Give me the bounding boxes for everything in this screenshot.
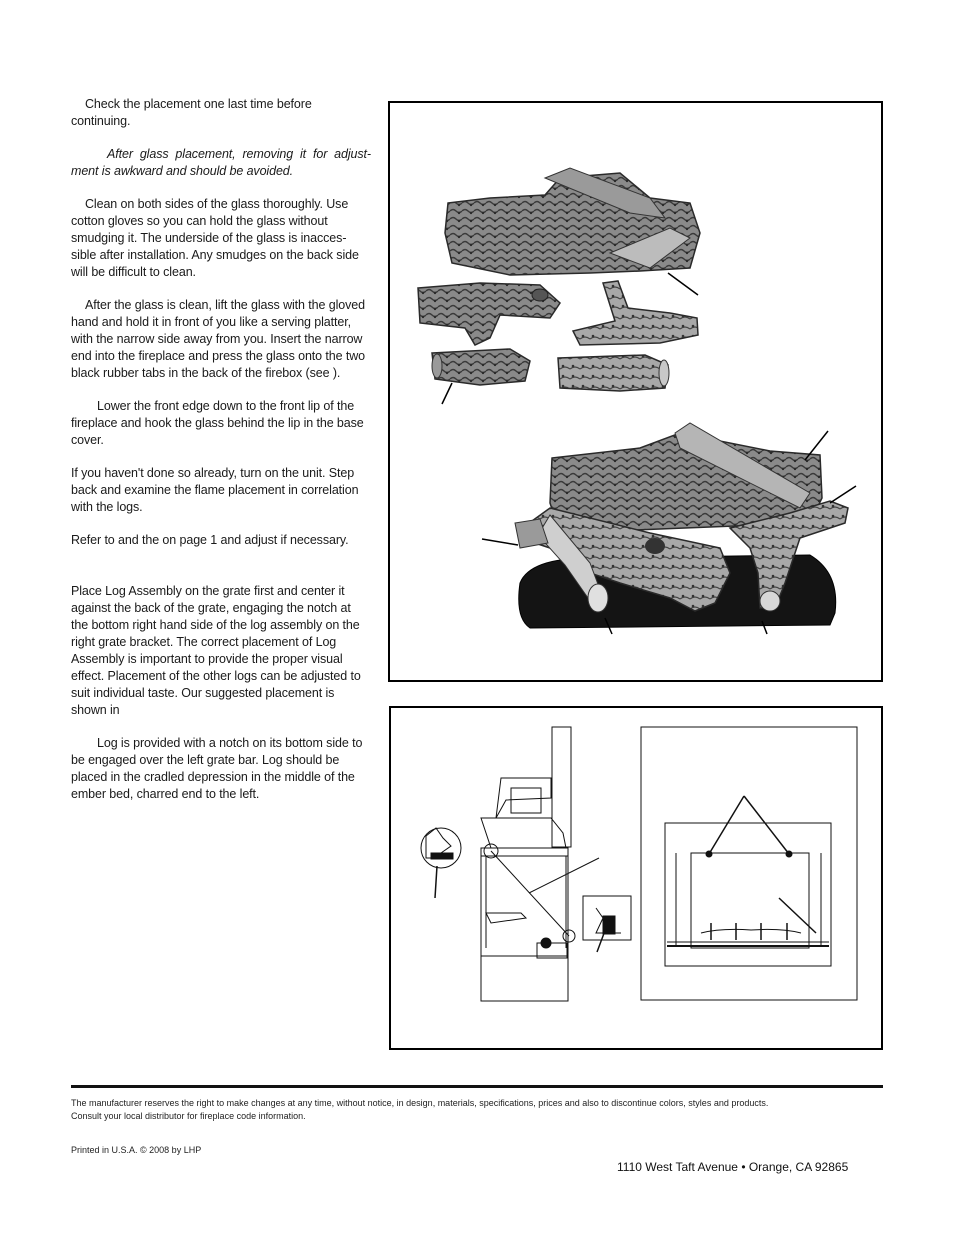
instruction-caution-glass: After glass placement, removing it for adjust- ment is awkward and should be avoided. [71, 147, 371, 178]
instruction-column [71, 96, 371, 819]
fireplace-side-section [481, 727, 599, 1001]
instruction-log-notch: Log is provided with a notch on its bottom side to be engaged over the left grate bar. Log should be placed in the cradled depression in the middle of the ember bed, charred end to the left. [71, 736, 363, 801]
company-address: 1110 West Taft Avenue • Orange, CA 92865 [617, 1160, 849, 1174]
disclaimer-line-2: Consult your local distributor for fireplace code information. [71, 1111, 306, 1121]
footer-disclaimer [71, 1097, 883, 1123]
spacer [805, 429, 828, 433]
log-branch-right [573, 281, 698, 345]
leader-line [830, 486, 856, 503]
log-branch-left [418, 283, 560, 345]
instruction-lower-glass: Lower the front edge down to the front lip of the fireplace and hook the glass behind the lip in the base cover. [71, 399, 364, 447]
instruction-turn-on-unit: If you haven't done so already, turn on the unit. Step back and examine the flame placement in correlation with the logs. [71, 466, 359, 514]
instruction-insert-glass: After the glass is clean, lift the glass with the gloved hand and hold it in front of you like a serving platter, with the narrow side away from you. Insert the narrow end into the fireplace and press the glass onto the two black rubber tabs in the back of the firebox (see ). [71, 298, 365, 380]
instruction-check-placement: Check the placement one last time before continuing. [71, 97, 312, 128]
disclaimer-line-1: The manufacturer reserves the right to make changes at any time, without notice, in design, materials, specifications, prices and also to discontinue colors, styles and products. [71, 1098, 769, 1108]
fireplace-front-view [641, 727, 857, 1000]
log-set-illustration [390, 103, 881, 680]
printed-copyright: Printed in U.S.A. © 2008 by LHP [71, 1145, 202, 1155]
log-assembly-large [445, 168, 700, 275]
leader-line [668, 273, 698, 295]
leader-line [482, 539, 518, 545]
log-small-left [432, 349, 530, 385]
leader-line [442, 383, 452, 404]
assembled-log-set [515, 423, 848, 628]
detail-inset-right [583, 896, 631, 952]
fireplace-diagrams [391, 708, 881, 1048]
log-set-figure [388, 101, 883, 682]
instruction-clean-glass: Clean on both sides of the glass thoroughly. Use cotton gloves so you can hold the glass without smudging it. The underside of the glass is inacces- sible after installation. Any smudges on the back side will be difficult to clean. [71, 197, 359, 279]
instruction-place-log-assembly: Place Log Assembly on the grate first and center it against the back of the grate, engaging the notch at the bottom right hand side of the log assembly on the right grate bracket. The correct placement of Log Assembly is important to provide the proper visual effect. Placement of the other logs can be adjusted to suit individual taste. Our suggested placement is shown in [71, 584, 361, 717]
fireplace-diagram-figure [389, 706, 883, 1050]
footer-rule [71, 1085, 883, 1088]
log-small-right [558, 355, 669, 391]
detail-inset-left [421, 828, 461, 898]
instruction-refer-adjust: Refer to and the on page 1 and adjust if necessary. [71, 533, 349, 547]
